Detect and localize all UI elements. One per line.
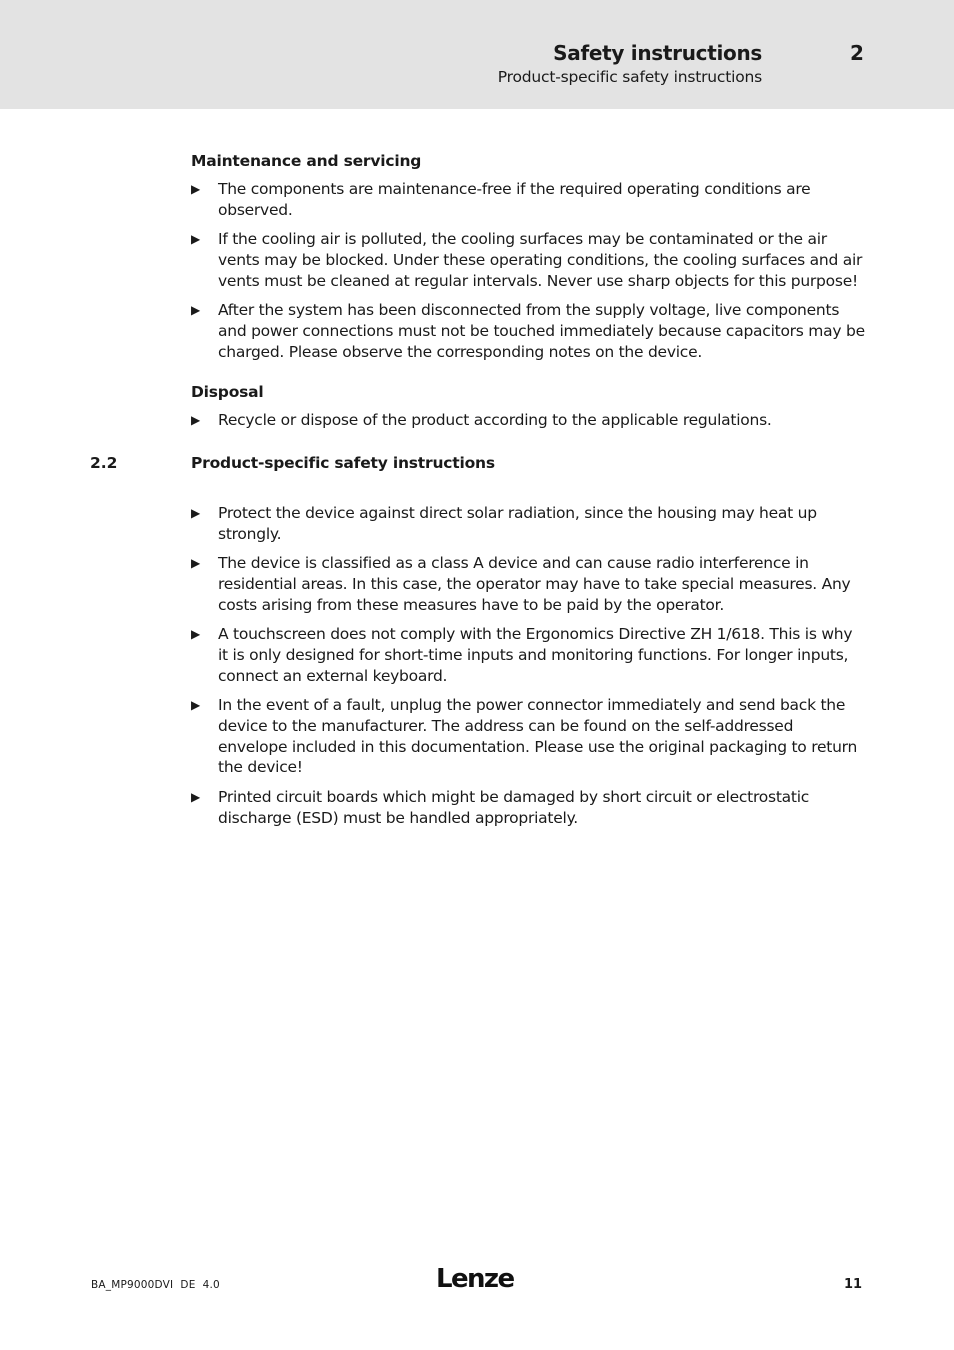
list-item: [191, 553, 866, 615]
section-2-2: [90, 453, 871, 828]
page-number: 11: [844, 1277, 863, 1292]
section-heading: [90, 453, 871, 475]
bullet-arrow-icon: ▶: [191, 413, 200, 428]
bullet-arrow-icon: ▶: [191, 698, 200, 713]
list-item: [191, 410, 866, 431]
list-item-text: If the cooling air is polluted, the cooling surfaces may be contaminated or the air vents may be blocked. Under these operating conditions, the cooling surfaces and air vents must be cleaned at regular intervals. Never use sharp objects for this purpose!: [218, 230, 863, 290]
list-item: [191, 787, 866, 829]
list-item-text: After the system has been disconnected from the supply voltage, live components and power connections must not be touched immediately because capacitors may be charged. Please observe the corresponding notes on the device.: [218, 300, 865, 361]
section-title: Product-specific safety instructions: [191, 454, 495, 473]
page-header: [0, 0, 954, 109]
document-id: BA_MP9000DVI DE 4.0: [91, 1279, 220, 1291]
maintenance-list: [191, 179, 871, 362]
list-item: [191, 179, 866, 221]
chapter-subtitle: Product-specific safety instructions: [497, 68, 762, 86]
chapter-title: Safety instructions: [553, 41, 762, 65]
bullet-arrow-icon: ▶: [191, 556, 200, 571]
list-item-text: In the event of a fault, unplug the power connector immediately and send back the device to the manufacturer. The address can be found on the self-addressed envelope included in this documentation. Please use the original packaging to return the device!: [218, 696, 858, 777]
section-number: 2.2: [90, 454, 118, 473]
bullet-arrow-icon: ▶: [191, 232, 200, 247]
lenze-logo: Lenze: [436, 1264, 514, 1294]
list-item-text: A touchscreen does not comply with the Ergonomics Directive ZH 1/618. This is why it is only designed for short-time inputs and monitoring functions. For longer inputs, connect an external keyboard.: [218, 625, 853, 685]
list-item: [191, 695, 866, 778]
bullet-arrow-icon: ▶: [191, 506, 200, 521]
bullet-arrow-icon: ▶: [191, 182, 200, 196]
list-item-text: Printed circuit boards which might be damaged by short circuit or electrostatic discharge (ESD) must be handled appropriately.: [218, 787, 810, 827]
product-safety-list: [191, 503, 871, 828]
list-item: [191, 229, 866, 291]
list-item-text: Protect the device against direct solar radiation, since the housing may heat up strongly.: [218, 504, 817, 543]
list-item: [191, 300, 866, 362]
list-item-text: The device is classified as a class A device and can cause radio interference in residential areas. In this case, the operator may have to take special measures. Any costs arising from these measures have to be paid by the operator.: [218, 554, 851, 614]
chapter-number: 2: [850, 41, 864, 65]
list-item-text: Recycle or dispose of the product according to the applicable regulations.: [218, 411, 772, 430]
page-body: [90, 151, 871, 837]
list-item-text: The components are maintenance-free if the required operating conditions are observed.: [218, 180, 811, 219]
list-item: [191, 624, 866, 686]
maintenance-heading: Maintenance and servicing: [191, 152, 422, 170]
bullet-arrow-icon: ▶: [191, 302, 200, 317]
disposal-list: [191, 410, 871, 431]
bullet-arrow-icon: ▶: [191, 627, 200, 642]
bullet-arrow-icon: ▶: [191, 789, 200, 804]
disposal-heading: Disposal: [191, 383, 264, 402]
list-item: [191, 503, 866, 545]
